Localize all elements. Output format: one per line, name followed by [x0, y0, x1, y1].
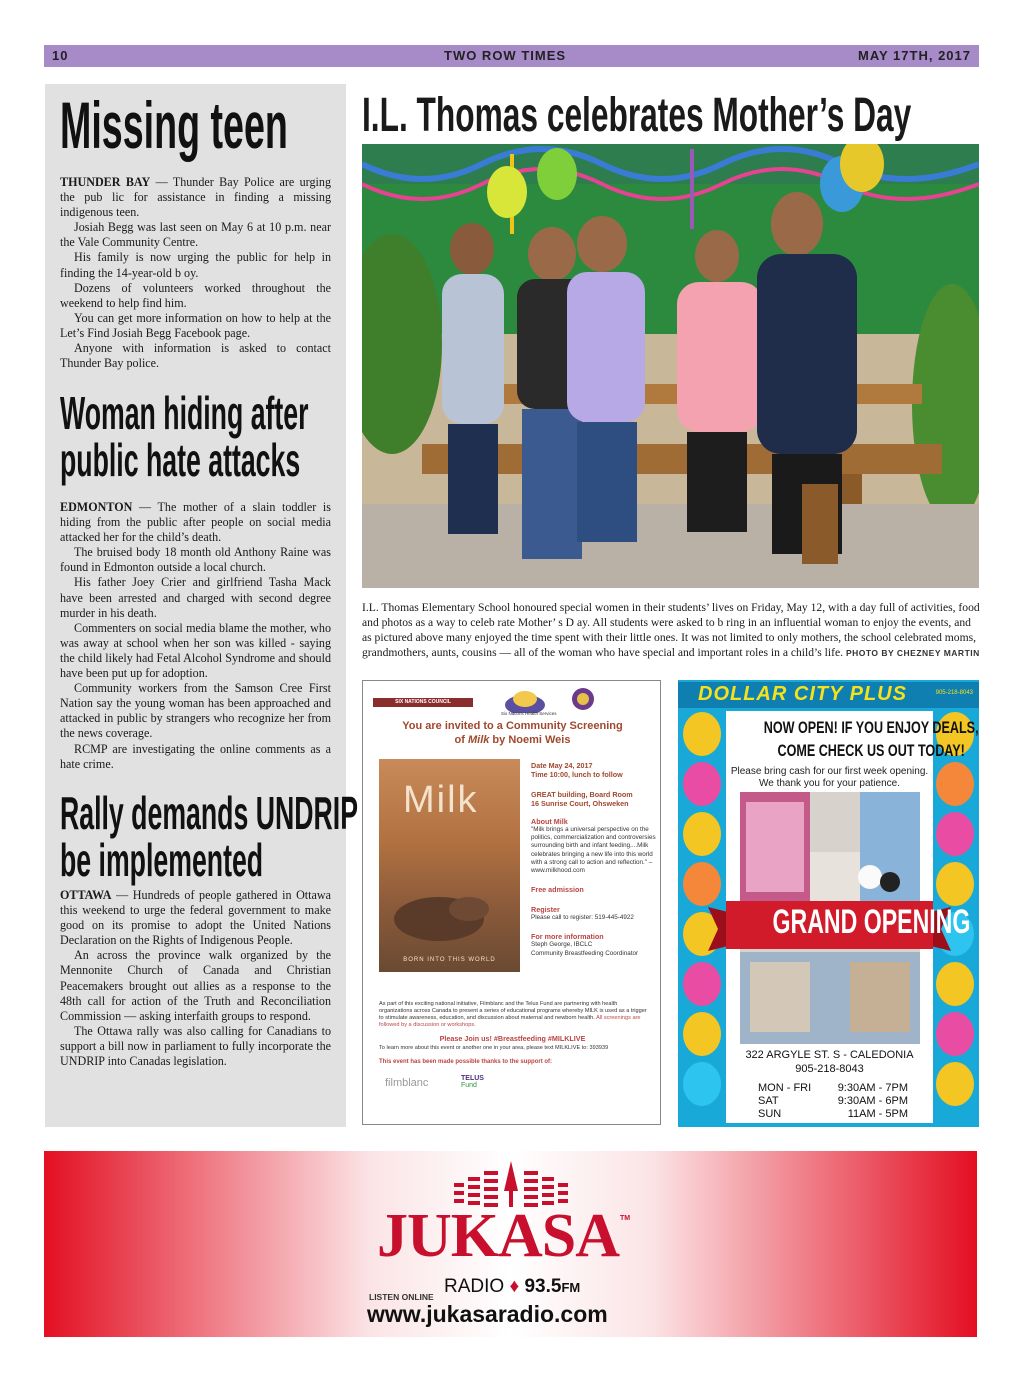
- story-body-rally-undrip: OTTAWA — Hundreds of people gathered in Ottawa this weekend to urge the federal government to make good on its promise to adopt the United Nations Declaration on the Rights of Indigenous People. An across the province walk organized by the Mennonite Church of Canada and Christian Peacemakers brought out allies as a response to the 48th call for action of the Truth and Reconciliation Commission — asking interfaith groups to respond. The Ottawa rally was also calling for Canadians to support a bill now in parliament to fully incorporate the UNDRIP into Canadas legislation.: [60, 888, 331, 1069]
- hours-row: SAT 9:30AM - 6PM: [758, 1095, 908, 1107]
- hours-row: MON - FRI 9:30AM - 7PM: [758, 1082, 908, 1094]
- jukasa-radio-ad: [44, 1151, 977, 1337]
- main-story-headline: I.L. Thomas celebrates Mother’s Day: [362, 89, 912, 142]
- dollar-city-note: Please bring cash for our first week opening. We thank you for your patience.: [730, 766, 929, 789]
- trademark-mark: TM: [620, 1215, 631, 1222]
- six-nations-council-logo: SIX NATIONS COUNCIL: [373, 698, 473, 707]
- emblem-icon: [571, 687, 595, 711]
- partnership-text: As part of this exciting national initiative, Filmblanc and the Telus Fund are partnering with health organizations across Canada to present a series of educational programs whereby MILK is used as a trigger to stimulate awareness, education, and discussion about maternal and newborn health. All screenings are followed by a discussion or workshops.: [379, 1001, 647, 1028]
- health-services-name: Six Nations Health Services: [501, 711, 557, 716]
- dollar-city-title-bar: [678, 682, 979, 708]
- support-text: This event has been made possible thanks to the support of:: [379, 1059, 553, 1065]
- dollar-city-title: DOLLAR CITY PLUS: [698, 683, 907, 705]
- milk-film-poster: Milk BORN INTO THIS WORLD: [379, 759, 520, 972]
- group-photo-illustration: [362, 144, 979, 588]
- story-headline-rally-undrip: Rally demands UNDRIP be implemented: [60, 787, 359, 886]
- dollar-city-plus-ad: [678, 680, 979, 1127]
- news-briefs-column: [45, 84, 359, 1127]
- caption-text: I.L. Thomas Elementary School honoured special women in their students’ lives on Friday, May 12, with a day full of activities, food and photos as a way to celeb rate Mother’ s D ay. All students were asked to b ring in an influential woman to enjoy the events, and as pictured above many enjoyed the time spent with their little ones. It was not limited to only mothers, the school celebrated moms, grandmothers, aunts, cousins — all of the woman who have special and important roles in a child’s life.: [362, 601, 980, 659]
- filmblanc-logo: filmblanc: [385, 1077, 429, 1089]
- listen-online-label: LISTEN ONLINE: [369, 1292, 434, 1302]
- dollar-city-address: 322 ARGYLE ST. S - CALEDONIA 905-218-8043: [745, 1049, 914, 1075]
- dollar-city-phone-top: 905-218-8043: [935, 690, 973, 696]
- store-hours: [758, 1082, 908, 1121]
- story-body-woman-hiding: EDMONTON — The mother of a slain toddler is hiding from the public after people on social media attacked her for the child’s death. The bruised body 18 month old Anthony Raine was found in Edmonton outside a local church. His father Joey Crier and girlfriend Tasha Mack have been arrested and charged with second degree murder in his death. Commenters on social media blame the mother, who was away at school when her son was killed - saying the child likely had Fetal Alcohol Syndrome and should have been put up for adoption. Community workers from the Samson Cree First Nation say the young woman has been approached and attacked in public by strangers who recognize her from the news coverage. RCMP are investigating the online comments as a hate crime.: [60, 500, 331, 771]
- jukasa-wordmark: JUKASA: [377, 1202, 620, 1270]
- dollar-city-tagline: NOW OPEN! IF YOU ENJOY DEALS, COME CHECK US OUT TODAY!: [763, 718, 979, 760]
- story-body-missing-teen: THUNDER BAY — Thunder Bay Police are urging the pub lic for assistance in finding a missing indigenous teen. Josiah Begg was last seen on May 6 at 10 p.m. near the Vale Community Centre. His family is now urging the public for help in finding the 14-year-old b oy. Dozens of volunteers worked throughout the weekend to help find him. You can get more information on how to help at the Let’s Find Josiah Begg Facebook page. Anyone with information is asked to contact Thunder Bay police.: [60, 175, 331, 371]
- publication-name: TWO ROW TIMES: [444, 48, 567, 63]
- story-headline-missing-teen: Missing teen: [60, 88, 288, 162]
- learn-more-text: To learn more about this event or another one in your area, please text MILKLIVE to: 393939: [379, 1045, 609, 1051]
- grand-opening-banner: GRAND OPENING: [772, 903, 971, 941]
- screening-details: Date May 24, 2017 Time 10:00, lunch to follow GREAT building, Board Room 16 Sunrise Court, Ohsweken About Milk "Milk brings a universal perspective on the politics, commercialization and controversies surrounding birth and infant feeding....Milk celebrates bringing a new life into this world with a strong call to action and reflection." – www.milkhood.com Free admission Register Please call to register: 519-445-4922 For more information Steph George, IBCLC Community Breastfeeding Coordinator: [531, 761, 656, 957]
- hours-row: SUN 11AM - 5PM: [758, 1108, 908, 1120]
- page-header-bar: [44, 45, 979, 67]
- radio-frequency: RADIO ♦ 93.5FM: [444, 1276, 581, 1297]
- telus-fund-logo: TELUS Fund: [461, 1075, 484, 1089]
- story-headline-woman-hiding: Woman hiding after public hate attacks: [60, 387, 309, 486]
- photo-credit: PHOTO BY CHEZNEY MARTIN: [845, 648, 980, 658]
- photo-caption: [362, 600, 982, 661]
- screening-invitation: You are invited to a Community Screening of Milk by Noemi Weis: [402, 720, 623, 746]
- jukasa-url-link[interactable]: www.jukasaradio.com: [367, 1301, 608, 1327]
- mothers-day-photo: [362, 144, 979, 588]
- page-number: 10: [52, 48, 69, 63]
- issue-date: MAY 17TH, 2017: [857, 48, 971, 63]
- join-us-text: Please Join us! #Breastfeeding #MILKLIVE: [439, 1034, 586, 1043]
- milk-screening-ad: [362, 680, 661, 1125]
